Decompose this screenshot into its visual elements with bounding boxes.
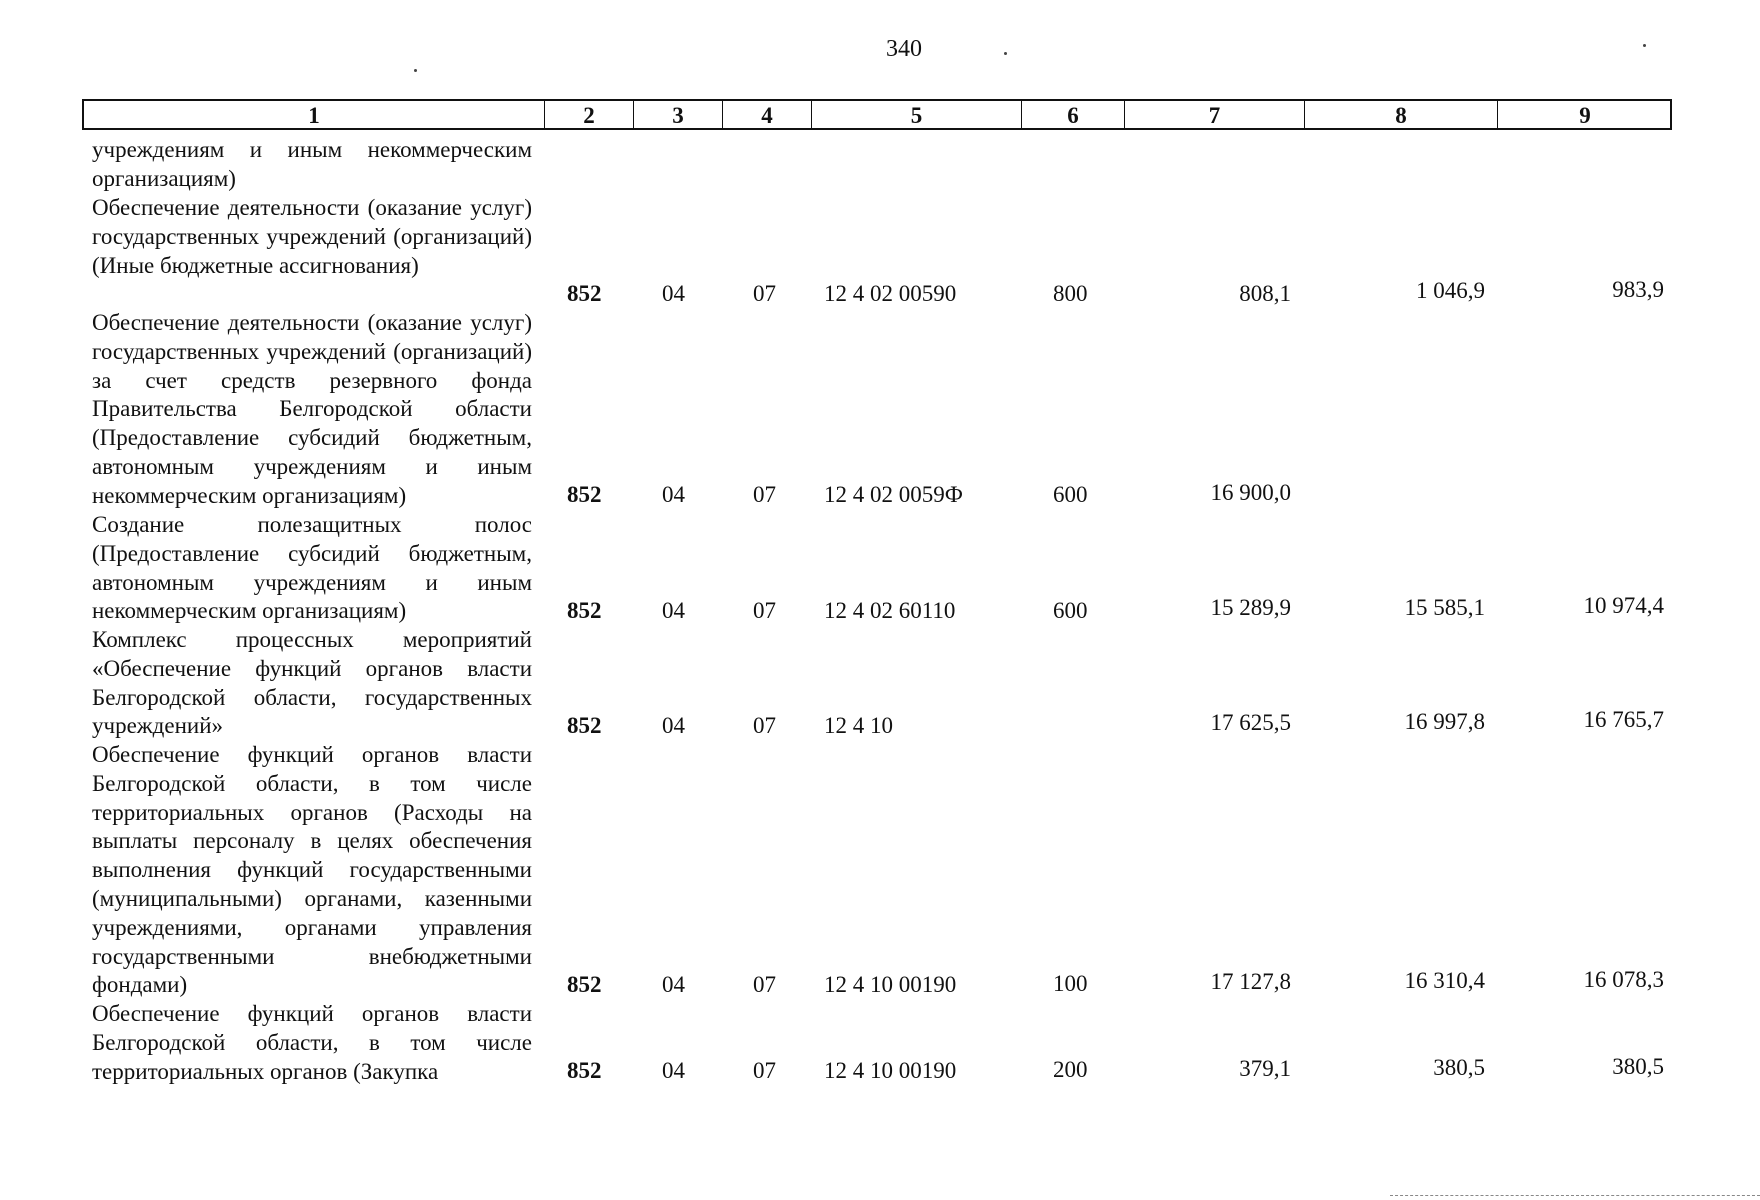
table-cell-col5: 12 4 02 00590 xyxy=(824,281,957,306)
table-cell-col7: 379,1 xyxy=(1239,1056,1291,1081)
scan-edge-line xyxy=(1390,1195,1760,1196)
header-col-7: 7 xyxy=(1125,101,1305,128)
table-cell-col3: 04 xyxy=(662,281,685,306)
scan-speck xyxy=(414,69,417,72)
header-col-3: 3 xyxy=(634,101,723,128)
table-cell-col4: 07 xyxy=(753,972,776,997)
table-cell-col9: 983,9 xyxy=(1612,277,1664,302)
table-cell-col7: 17 127,8 xyxy=(1210,969,1291,994)
table-cell-col7: 16 900,0 xyxy=(1210,480,1291,505)
table-row-description: Обеспечение функций органов власти Белгородской области, в том числе территориальных органов (Закупка xyxy=(92,1001,532,1084)
table-cell-col8: 1 046,9 xyxy=(1416,278,1485,303)
table-cell-col9: 16 078,3 xyxy=(1583,967,1664,992)
table-cell-col3: 04 xyxy=(662,482,685,507)
table-cell-col7: 15 289,9 xyxy=(1210,595,1291,620)
table-cell-col5: 12 4 02 0059Ф xyxy=(824,482,963,507)
table-cell-col7: 17 625,5 xyxy=(1210,710,1291,735)
table-row-description: Создание полезащитных полос (Предоставление субсидий бюджетным, автономным учреждениям и иным некоммерческим организациям) xyxy=(92,512,532,624)
table-cell-col9: 16 765,7 xyxy=(1583,707,1664,732)
header-col-6: 6 xyxy=(1022,101,1125,128)
table-cell-col9: 10 974,4 xyxy=(1583,593,1664,618)
table-cell-col4: 07 xyxy=(753,281,776,306)
table-cell-col5: 12 4 10 xyxy=(824,713,893,738)
table-header xyxy=(82,99,1672,130)
table-cell-col2: 852 xyxy=(567,713,602,738)
table-cell-col9: 380,5 xyxy=(1612,1054,1664,1079)
table-cell-col5: 12 4 10 00190 xyxy=(824,1058,957,1083)
table-cell-col3: 04 xyxy=(662,1058,685,1083)
table-cell-col4: 07 xyxy=(753,482,776,507)
table-cell-col3: 04 xyxy=(662,598,685,623)
table-cell-col8: 16 310,4 xyxy=(1404,968,1485,993)
table-cell-col8: 16 997,8 xyxy=(1404,709,1485,734)
table-cell-col8: 15 585,1 xyxy=(1404,595,1485,620)
header-col-5: 5 xyxy=(812,101,1022,128)
table-cell-col4: 07 xyxy=(753,713,776,738)
table-cell-col2: 852 xyxy=(567,281,602,306)
table-cell-col2: 852 xyxy=(567,482,602,507)
table-cell-col8: 380,5 xyxy=(1433,1055,1485,1080)
table-cell-col7: 808,1 xyxy=(1239,281,1291,306)
table-row-description: Обеспечение функций органов власти Белгородской области, в том числе территориальных органов (Расходы на выплаты персоналу в целях обеспечения выполнения функций государственными (муниципальными) органами, казенными учреждениями, органами управления государственными внебюджетными фондами) xyxy=(92,742,532,998)
header-col-2: 2 xyxy=(545,101,634,128)
table-cell-col2: 852 xyxy=(567,598,602,623)
header-col-1: 1 xyxy=(84,101,545,128)
table-cell-col6: 800 xyxy=(1053,281,1088,306)
table-cell-col6: 200 xyxy=(1053,1057,1088,1082)
table-cell-col6: 600 xyxy=(1053,482,1088,507)
table-cell-col3: 04 xyxy=(662,972,685,997)
header-col-8: 8 xyxy=(1305,101,1498,128)
scan-speck xyxy=(1004,52,1007,55)
table-row-description: Обеспечение деятельности (оказание услуг) государственных учреждений (организаций) за счет средств резервного фонда Правительства Белгородской области (Предоставление субсидий бюджетным, автономным учреждениям и иным некоммерческим организациям) xyxy=(92,310,532,508)
table-cell-col5: 12 4 10 00190 xyxy=(824,972,957,997)
header-col-4: 4 xyxy=(723,101,812,128)
table-cell-col4: 07 xyxy=(753,1058,776,1083)
table-cell-col5: 12 4 02 60110 xyxy=(824,598,956,623)
table-cell-col6: 600 xyxy=(1053,598,1088,623)
table-row-description: Комплекс процессных мероприятий «Обеспечение функций органов власти Белгородской области, государственных учреждений» xyxy=(92,627,532,739)
header-col-9: 9 xyxy=(1579,103,1591,128)
scan-speck xyxy=(1643,44,1646,47)
table-row-description: Обеспечение деятельности (оказание услуг) государственных учреждений (организаций) (Иные бюджетные ассигнования) xyxy=(92,195,532,278)
page-number: 340 xyxy=(886,36,922,62)
table-row-description: учреждениям и иным некоммерческим организациям) xyxy=(92,137,532,191)
table-cell-col3: 04 xyxy=(662,713,685,738)
table-cell-col2: 852 xyxy=(567,1058,602,1083)
table-cell-col2: 852 xyxy=(567,972,602,997)
table-cell-col6: 100 xyxy=(1053,971,1088,996)
table-cell-col4: 07 xyxy=(753,598,776,623)
